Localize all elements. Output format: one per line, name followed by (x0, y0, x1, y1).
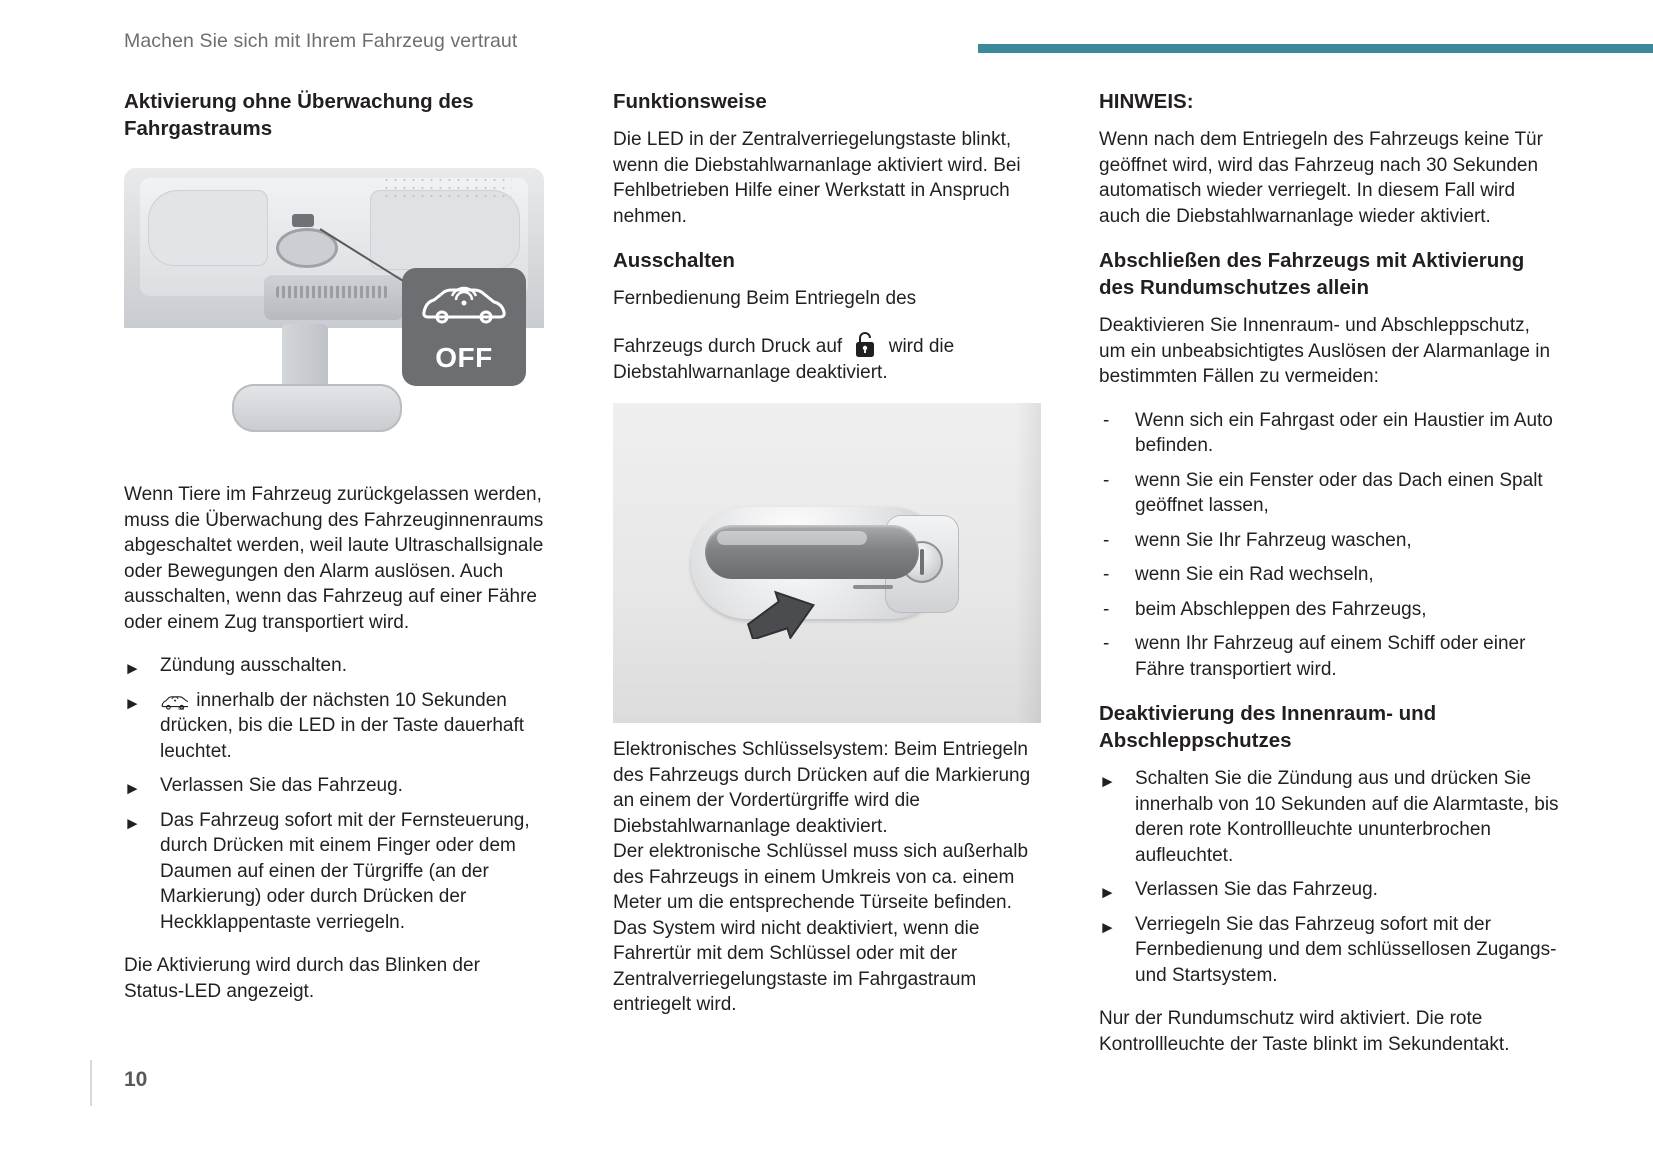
icon-off-label: OFF (435, 342, 493, 373)
list-item (1099, 528, 1559, 554)
paragraph-electronic-key-system: Elektronisches Schlüsselsystem: Beim Entriegeln des Fahrzeugs durch Drücken auf die Markierung an einem der Vordertürgriffe wird die Diebstahlwarnanlage deaktiviert. (613, 739, 1031, 837)
list-item (1099, 631, 1559, 682)
headliner-texture (382, 176, 512, 200)
case-text: wenn Sie Ihr Fahrzeug waschen, (1135, 529, 1412, 551)
car-with-waves-glyph (418, 282, 510, 324)
list-item (1099, 766, 1559, 868)
arrow-bullet-icon: ► (124, 659, 141, 678)
list-item (124, 773, 544, 799)
case-text: wenn Sie ein Rad wechseln, (1135, 564, 1374, 585)
case-text: Wenn sich ein Fahrgast oder ein Haustier im Auto befinden. (1135, 409, 1553, 456)
dash-bullet-icon: - (1103, 469, 1110, 491)
press-arrow-icon (743, 569, 873, 639)
mirror-stem (282, 324, 328, 390)
dash-bullet-icon: - (1103, 633, 1110, 654)
deactivate-cases-list (1099, 408, 1559, 683)
overhead-control-buttons (276, 286, 388, 298)
list-item (1099, 408, 1559, 459)
list-item (124, 688, 544, 765)
column-right (1099, 88, 1559, 1057)
activation-steps-list (124, 653, 544, 935)
svg-text:off: off (178, 705, 185, 711)
paragraph-deactivate-intro: Deaktivieren Sie Innenraum- und Abschleppschutz, um ein unbeabsichtigtes Auslösen der Alarmanlage in bestimmten Fällen zu vermeiden: (1099, 315, 1551, 387)
unlock-text-after: wird die Diebstahlwarnanlage deaktiviert. (613, 335, 955, 383)
roof-panel-right (370, 190, 520, 270)
paragraph-perimeter-only-result: Nur der Rundumschutz wird aktiviert. Die rote Kontrollleuchte der Taste blinkt im Sekundentakt. (1099, 1008, 1510, 1055)
dash-bullet-icon: - (1103, 529, 1110, 551)
step-text: Verriegeln Sie das Fahrzeug sofort mit der Fernbedienung und dem schlüssellosen Zugangs- und Startsystem. (1135, 913, 1557, 986)
deactivation-steps-list (1099, 766, 1559, 988)
footer-divider (90, 1060, 92, 1106)
page-header (0, 30, 1653, 70)
rearview-mirror (232, 384, 402, 432)
interior-monitoring-off-icon (402, 268, 526, 386)
list-item (1099, 597, 1559, 623)
interior-monitoring-off-icon (160, 691, 188, 711)
arrow-bullet-icon: ► (1099, 883, 1116, 902)
paragraph-remote-unlock: Fernbedienung Beim Entriegeln des (613, 288, 917, 309)
arrow-bullet-icon: ► (124, 813, 141, 833)
paragraph-system-not-deactivated: Das System wird nicht deaktiviert, wenn die Fahrertür mit dem Schlüssel oder mit der Zentralverriegelungstaste im Fahrgastraum entriegelt wird. (613, 917, 980, 1015)
arrow-bullet-icon: ► (1099, 917, 1116, 937)
unlock-text-before: Fahrzeugs durch Druck auf (613, 335, 843, 357)
step-text: Zündung ausschalten. (160, 655, 347, 676)
arrow-bullet-icon: ► (124, 779, 141, 798)
header-accent-rule (978, 44, 1653, 53)
section-heading-lock-with-perimeter-only: Abschließen des Fahrzeugs mit Aktivierung des Rundumschutzes allein (1099, 249, 1525, 299)
notice-label: HINWEIS: (1099, 90, 1194, 113)
handle-highlight (717, 531, 867, 545)
case-text: beim Abschleppen des Fahrzeugs, (1135, 598, 1427, 620)
arrow-bullet-icon: ► (124, 693, 141, 713)
step-text: Verlassen Sie das Fahrzeug. (160, 775, 403, 796)
unlock-key-icon (852, 330, 878, 360)
step-text: innerhalb der nächsten 10 Sekunden drücken, bis die LED in der Taste dauerhaft leuchtet. (160, 689, 525, 762)
list-item (1099, 877, 1559, 903)
arrow-bullet-icon: ► (1099, 772, 1116, 791)
list-item (124, 808, 544, 936)
case-text: wenn Sie ein Fenster oder das Dach einen Spalt geöffnet lassen, (1135, 469, 1543, 516)
dash-bullet-icon: - (1103, 598, 1110, 620)
step-text: Verlassen Sie das Fahrzeug. (1135, 879, 1378, 900)
step-text: Das Fahrzeug sofort mit der Fernsteuerung, durch Drücken mit einem Finger oder dem Daumen auf einen der Türgriffe (an der Markierung) oder durch Drücken der Heckklappentaste verriegeln. (160, 809, 530, 933)
page-number: 10 (124, 1068, 148, 1091)
paragraph-activation-indicated: Die Aktivierung wird durch das Blinken der Status-LED angezeigt. (124, 955, 480, 1002)
step-text: Schalten Sie die Zündung aus und drücken Sie innerhalb von 10 Sekunden auf die Alarmtaste, bis deren rote Kontrollleuchte ununterbrochen aufleuchtet. (1135, 768, 1559, 866)
page-header-title: Machen Sie sich mit Ihrem Fahrzeug vertraut (124, 30, 518, 52)
section-heading-operation: Funktionsweise (613, 90, 767, 113)
list-item (1099, 912, 1559, 989)
section-heading-activation-without-monitoring: Aktivierung ohne Überwachung des Fahrgastraums (124, 90, 474, 140)
paragraph-pets-warning: Wenn Tiere im Fahrzeug zurückgelassen werden, muss die Überwachung des Fahrzeuginnenraums abgeschaltet werden, weil laute Ultraschallsignale oder Bewegungen den Alarm auslösen. Auch ausschalten, wenn das Fahrzeug auf einer Fähre oder einem Zug transportiert wird. (124, 484, 544, 633)
case-text: wenn Ihr Fahrzeug auf einem Schiff oder einer Fähre transportiert wird. (1135, 633, 1526, 680)
figure-edge-shade (1015, 403, 1041, 723)
paragraph-notice-text: Wenn nach dem Entriegeln des Fahrzeugs keine Tür geöffnet wird, wird das Fahrzeug nach 30 Sekunden automatisch wieder verriegelt. In diesem Fall wird auch die Diebstahlwarnanlage wieder aktiviert. (1099, 129, 1543, 227)
list-item (1099, 468, 1559, 519)
column-middle (613, 88, 1041, 1018)
paragraph-unlock-with-icon (613, 330, 1041, 386)
paragraph-led-blinks: Die LED in der Zentralverriegelungstaste blinkt, wenn die Diebstahlwarnanlage aktiviert wird. Bei Fehlbetrieben Hilfe einer Werkstatt in Anspruch nehmen. (613, 129, 1021, 227)
roof-panel-left (148, 190, 268, 266)
section-heading-switch-off: Ausschalten (613, 249, 735, 272)
ultrasonic-sensor-dot (292, 214, 314, 227)
dash-bullet-icon: - (1103, 564, 1110, 585)
section-heading-deactivation-interior-tow: Deaktivierung des Innenraum- und Abschleppschutzes (1099, 702, 1437, 752)
paragraph-key-range: Der elektronische Schlüssel muss sich außerhalb des Fahrzeugs in einem Umkreis von ca. einem Meter um die entsprechende Türseite befinden. (613, 841, 1029, 913)
column-left (124, 88, 544, 1004)
door-handle-figure (613, 403, 1041, 723)
list-item (1099, 562, 1559, 588)
dash-bullet-icon: - (1103, 409, 1110, 431)
list-item (124, 653, 544, 679)
interior-sensor-mirror-figure (124, 156, 544, 466)
